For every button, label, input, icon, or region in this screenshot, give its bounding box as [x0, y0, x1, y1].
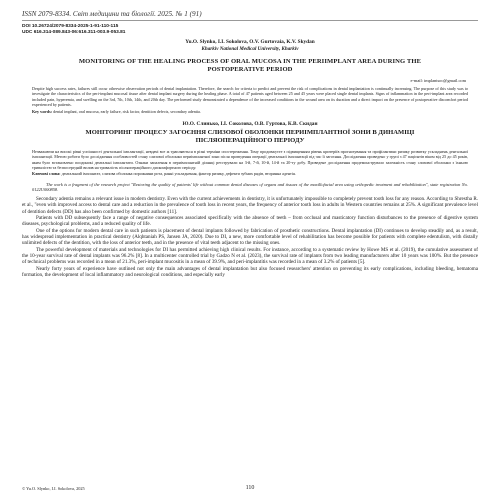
abstract-en: Despite high success rates, failures still occur otherwise observation periods of dental implantation. Therefore, the search for criteria to predict and prevent the risk of complications in dental implantation is continually increasing. The purpose of this study was to investigate the characteristics of the peri-implant mucosal tissue after dental implant surgery during the healing phase. A total of 47 patients aged between 25 and 45 years were placed single dental implants. Signs of inflammation in the peri-implant area recorded included pain, hyperemia, and swelling on the 3rd, 7th, 10th, 14th, and 20th day. The performed study demonstrated a dependence of the increased conditions in the wound area on its duration and a direct impact on the presence of postoperative discomfort period experienced by patients.: [32, 86, 468, 108]
body-text: [22, 196, 478, 278]
doi-block: [22, 24, 478, 36]
authors-en: Yu.O. Slynko, I.I. Sokolova, O.V. Gurtovaia, K.V. Skydan: [185, 39, 315, 45]
funding-note: The work is a fragment of the research project "Restoring the quality of patients' life without common dental diseases of organs and tissues of the maxillofacial area using orthopedic treatment and rehabilitation", state registration No. 0122U000858.: [32, 181, 468, 193]
authors-ua: Ю.О. Слинько, І.І. Соколова, О.В. Гуртова, К.В. Скидан: [182, 120, 318, 127]
copyright: © Yu.O. Slynko, I.I. Sokolova, 2025: [22, 486, 85, 491]
paragraph: Nearly forty years of experience have outlined not only the main advantages of dental implantation but also focused researchers' attention on preventing its early complications, including bleeding, hematoma formation, the development of local inflammatory and neurological conditions, and especially early: [22, 265, 478, 278]
title-en: MONITORING OF THE HEALING PROCESS OF ORAL MUCOSA IN THE PERIIMPLANT AREA DURING THE POSTOPERATIVE PERIOD: [78, 58, 422, 73]
doi-line: DOI 10.26724/2079-8334-2025-1-91-110-115: [22, 24, 119, 29]
keywords-en-label: Key words:: [32, 108, 53, 114]
abstract-ua: Незважаючи на високі рівні успішності дентальної імплантації, невдачі все ж трапляються в різні терміни спостереження. Тому продовжуєте з підвищенням рівень критеріїв прогнозування та профілактики ризику розвитку ускладнень дентальної імплантації. Метою роботи було дослідження особливостей стану слизової оболонки периімплантної зони після проведення операції дентальної імплантації під час її загоєння. Дослідження проведено у групі з 47 пацієнтів віком від 25 до 45 років, яким було встановлено поодинокі дентальні імплантати. Ознаки запалення в периімплантній ділянці реєстрували на 3-й, 7-й, 10-й, 14-й та 20-ту добу. Проведене дослідження продемонструвало залежність стану слизової оболонки з їхньою тривалістю та безпосередній вплив на тривалість післяопераційного дискомфортного періоду.: [32, 148, 468, 171]
keywords-ua: [32, 171, 468, 176]
paragraph: The powerful development of materials and technologies for DI has permitted achieving high clinical results. For instance, according to a systematic review by Howe MS et al. (2019), the cumulative assessment of the 10-year survival rate of dental implants was 96.2% [8]. In a multicenter controlled trial by Gadzo N et al. (2023), the survival rate of implants from two leading manufacturers after 10 years was 100%. But the presence of technical problems was recorded in a mean of 21.3%, peri-implant mucositis in a mean of 39.9%, and peri-implantitis was recorded in a mean of 3.2% of patients [5].: [22, 246, 478, 266]
paragraph: Secondary adentia remains a relevant issue in modern dentistry. Even with the current achievements in dentistry, it is unfortunately impossible to completely prevent tooth loss for any reason. According to Shrestha R. et al., "even with improved access to dental care and a reduction in the prevalence of tooth loss in recent years, the frequency of anterior tooth loss in adults in Western countries remains at 25%. A significant prevalence level of dentition defects (DD) has also been confirmed by domestic authors [11].: [22, 195, 478, 215]
udc-line: UDC 616.314-089.843-06:616.311-003.9-053.81: [22, 30, 126, 35]
keywords-ua-label: Ключові слова:: [32, 170, 61, 176]
affiliation-en: Kharkiv National Medical University, Kharkiv: [201, 46, 299, 52]
journal-header: ISSN 2079-8334. Світ медицини та біології. 2025. № 1 (91): [22, 10, 478, 21]
keywords-ua-text: дентальний імплантат, слизова оболонка порожнини рота, ранні ускладнення, фактор ризику, дефекти зубних рядів, вторинна адентія.: [61, 170, 296, 176]
title-ua: МОНІТОРИНГ ПРОЦЕСУ ЗАГОЄННЯ СЛИЗОВОЇ ОБОЛОНКИ ПЕРИІМПЛАНТНОЇ ЗОНИ В ДИНАМІЦІ ПІСЛЯОПЕРАЦІЙНОГО ПЕРІОДУ: [85, 128, 415, 144]
article-page: [22, 10, 478, 278]
paragraph: Patients with DD subsequently face a range of negative consequences associated specifically with the absence of teeth – from occlusal and masticatory function disturbances to the presence of digestive system diseases, psychological problems, and a reduced quality of life.: [22, 214, 478, 228]
paragraph: One of the options for modern dental care in such patients is placement of dental implants followed by fabrication of prosthetic constructions. Dental implantation (DI) continues to develop steadily and, as a result, has widespread implementation in practical dentistry (Alqhtaniah PS, Jansen JA, 2020). Due to DI, a new, more comfortable level of rehabilitation has become possible for patients with complete edentulism, with distally unlimited defects of the dentition, with the loss of anterior teeth, and in the presence of vital teeth adjacent to the missing ones.: [22, 227, 478, 247]
email-link[interactable]: e-mail: implantsoc@gmail.com: [410, 78, 466, 83]
keywords-en: [32, 109, 468, 114]
keywords-en-text: dental implant, oral mucosa, early failure, risk factor, dentition defects, secondary adentia.: [53, 108, 201, 114]
page-number: 110: [245, 485, 255, 491]
